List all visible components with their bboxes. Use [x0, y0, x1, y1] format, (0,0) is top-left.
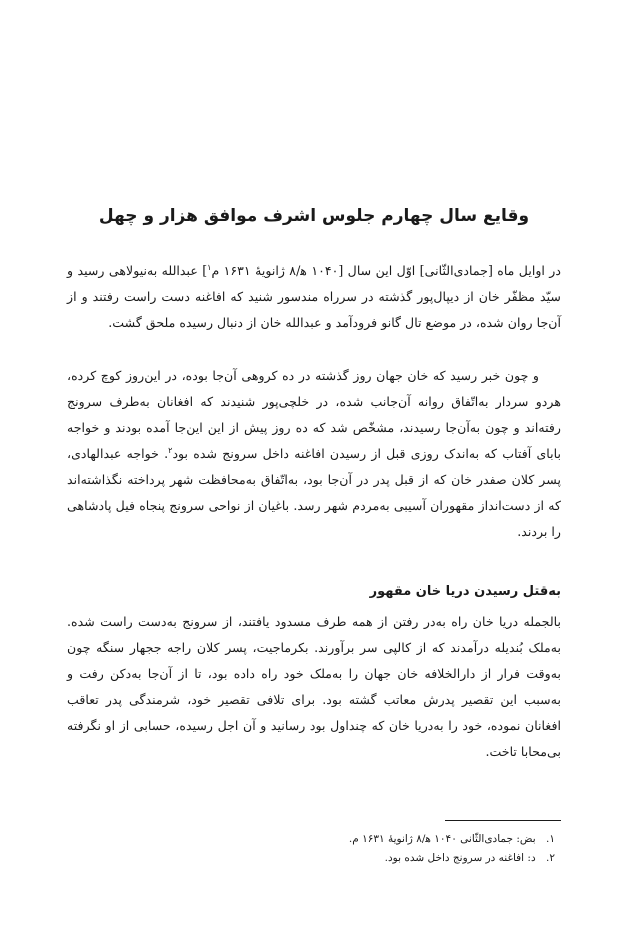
footnote-text: بض: جمادی‌الثّانی ۱۰۴۰ ه‍/۸ ژانویهٔ ۱۶۳۱ م. [348, 833, 536, 845]
paragraph-2 [67, 363, 561, 545]
paragraph-2-text-end: . خواجه عبدالهادی، پسر کلان صفدر خان که از قبل پدر در آن‌جا بود، به‌اتّفاق به‌محافظت شهر پرداخته نگذاشته‌اند که از دست‌انداز مقهوران آسیبی به‌مردم شهر رسد. باغیان از نواحی سرونج پنجاه فیل پادشاهی را بردند. [67, 446, 561, 539]
paragraph-3 [67, 609, 561, 765]
footnote-number: ۲. [546, 852, 555, 864]
footnote-divider [445, 820, 561, 821]
footnote-2 [67, 849, 561, 868]
page-title: وقایع سال چهارم جلوس اشرف موافق هزار و چهل [98, 206, 530, 226]
section-heading: به‌قتل رسیدن دریا خان مقهور [369, 584, 561, 599]
footnote-marker-2: ۲ [168, 445, 173, 455]
paragraph-1 [67, 258, 561, 336]
paragraph-3-text: بالجمله دریا خان راه به‌در رفتن از همه طرف مسدود یافتند، از سرونج به‌دست راست شده. به‌ملک بُندیله درآمدند که از کالپی سر برآورند. بکرماجیت، پسر کلان راجه ججهار سنگه چون به‌وقت فرار از دارالخلافه خان جهان را به‌ملک خود راه داده بود، تا از آن‌جا به‌دکن رفت و به‌سبب این تقصیر پدرش معاتب گشته بود. برای تلافی تقصیر خود، شرمندگی پدر تعاقب افغانان نموده، خود را به‌دریا خان که چنداول بود رسانید و آن اجل رسیده، حسابی از او نگرفته بی‌محابا تاخت. [67, 614, 561, 759]
footnote-1 [67, 830, 561, 849]
paragraph-1-text-start: در اوایل ماه [جمادی‌الثّانی] اوّل این سال [۱۰۴۰ ه‍/۸ ژانویهٔ ۱۶۳۱ م [211, 263, 561, 278]
footnote-marker-1: ۱ [207, 262, 212, 272]
footnote-number: ۱. [546, 833, 555, 845]
paragraph-1-text-end: ] عبدالله به‌نیولاهی رسید و سیّد مظفّر خان از دیپال‌پور گذشته در سرراه مندسور شنید که افاغنه دست راست رفتند و از آن‌جا روان شده، در موضع تال گانو فرودآمد و عبدالله خان از دنبال رسیده ملحق گشت. [67, 263, 561, 330]
footnote-text: د: افاغنه در سرونج داخل شده بود. [384, 852, 536, 864]
paragraph-2-text-start: و چون خبر رسید که خان جهان روز گذشته در ده کروهی آن‌جا بوده، در این‌روز کوچ کرده، هردو سردار به‌اتّفاق روانه آن‌جانب شده، در خلچی‌پور شنیدند که افغانان به‌طرف سرونج رفته‌اند و چون به‌آن‌جا رسیدند، مشخّص شد که ده روز پیش از این این‌جا آمده بودند و خواجه بابای آفتاب که به‌اندک روزی قبل از رسیدن افاغنه داخل سرونج شده بود [67, 368, 561, 461]
footnotes-block [67, 830, 561, 868]
